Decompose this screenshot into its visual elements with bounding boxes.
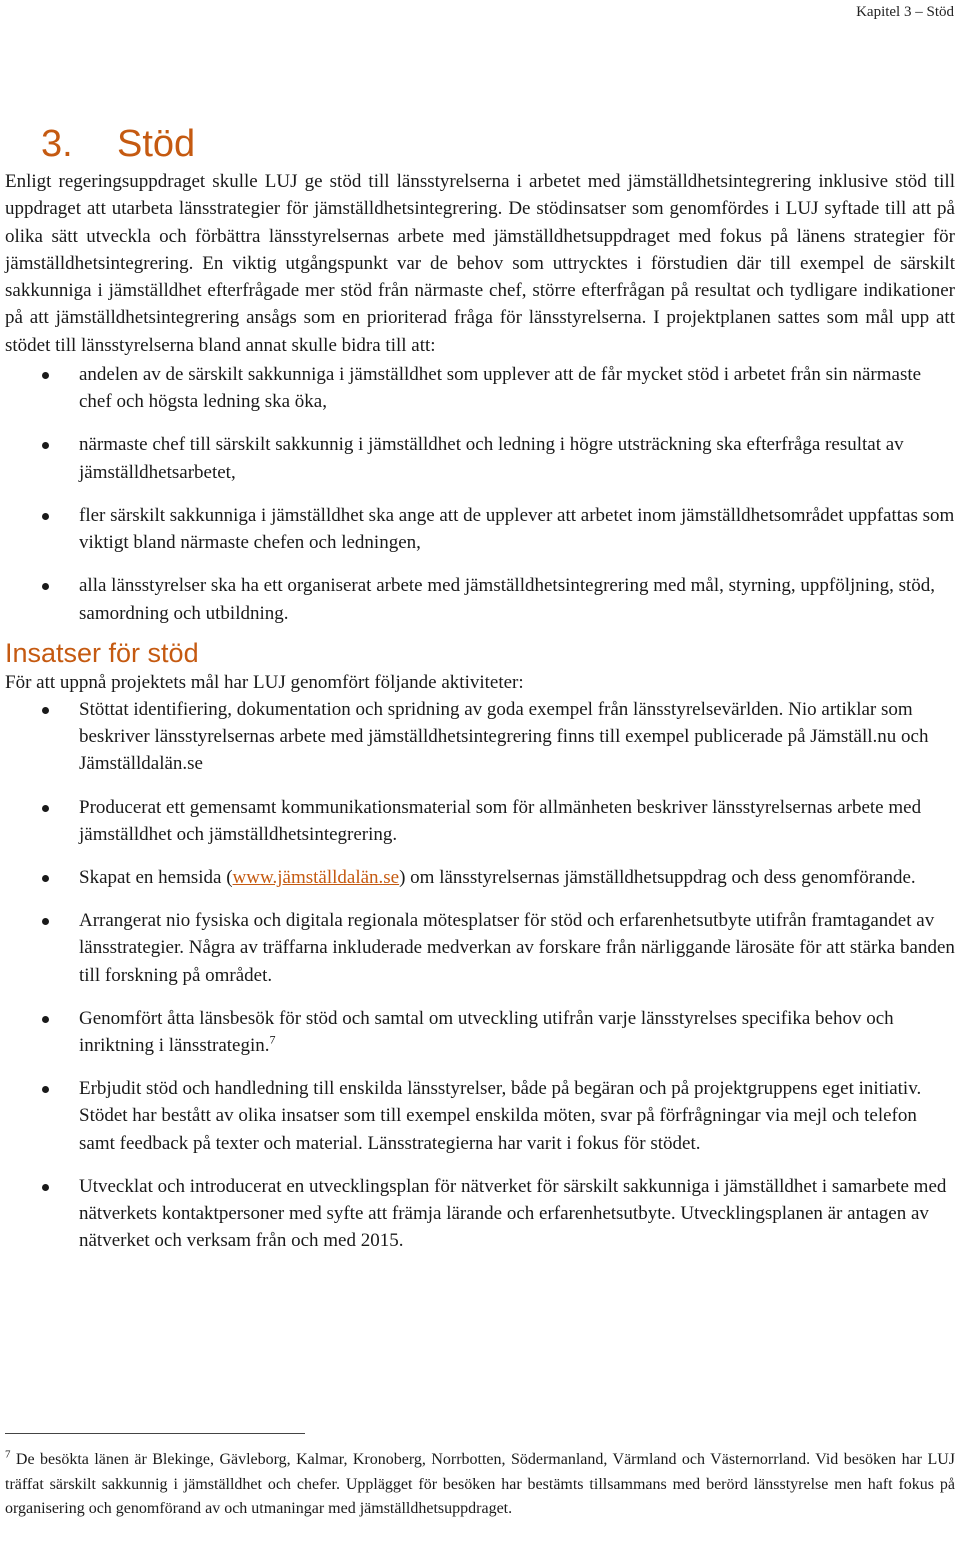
activity-text: Utvecklat och introducerat en utvecklingsplan för nätverket för särskilt sakkunniga i jämställdhet i samarbete med nätverkets kontaktpersoner med syfte att främja lärande och erfarenhetsutbyte. Utvecklingsplanen är antagen av nätverket och verksam från och med 2015. <box>79 1175 947 1252</box>
bullet-icon <box>42 513 49 520</box>
footnote-reference[interactable]: 7 <box>269 1032 276 1047</box>
list-item <box>5 361 955 415</box>
bullet-icon <box>42 875 49 882</box>
page-content <box>5 120 955 1270</box>
activity-text: Arrangerat nio fysiska och digitala regionala mötesplatser för stöd och erfarenhetsutbyte utifrån framtagandet av länsstrategier. Några av träffarna inkluderade medverkan av forskare från närliggande lärosäte för att stärka banden till forskning på området. <box>79 910 955 986</box>
footnote-text: De besökta länen är Blekinge, Gävleborg, Kalmar, Kronoberg, Norrbotten, Södermanland, Värmland och Västernorrland. Vid besöken har LUJ träffat särskilt sakkunnig i jämställdhet och chefer. Upplägget för besöken har bestämts tillsammans med berörd länsstyrelse men haft fokus på organisering och genomförand av och utmaningar med jämställdhetsuppdraget. <box>5 1451 955 1517</box>
list-item <box>5 1075 955 1157</box>
bullet-icon <box>42 372 49 379</box>
bullet-icon <box>42 583 49 590</box>
activity-text: Producerat ett gemensamt kommunikationsmaterial som för allmänheten beskriver länsstyrelsernas arbete med jämställdhet och jämställdhetsintegrering. <box>79 796 922 845</box>
chapter-heading <box>41 120 955 168</box>
goals-list <box>5 361 955 627</box>
activity-text-start: Skapat en hemsida ( <box>79 866 233 888</box>
chapter-number: 3. <box>41 123 73 165</box>
bullet-icon <box>42 1016 49 1023</box>
list-item <box>5 794 955 848</box>
goal-text: alla länsstyrelser ska ha ett organiserat arbete med jämställdhetsintegrering med mål, styrning, uppföljning, stöd, samordning och utbildning. <box>79 575 936 624</box>
bullet-icon <box>42 1184 49 1191</box>
intro-paragraph: Enligt regeringsuppdraget skulle LUJ ge stöd till länsstyrelserna i arbetet med jämställdhetsintegrering inklusive stöd till uppdraget att utarbeta länsstrategier för jämställdhetsintegrering. De stödinsatser som genomfördes i LUJ syftade till att på olika sätt utveckla och förbättra länsstyrelsernas arbete med jämställdhetsuppdraget med fokus på länens strategier för jämställdhetsintegrering. En viktig utgångspunkt var de behov som uttrycktes i förstudien där till exempel de särskilt sakkunniga i jämställdhet efterfrågade mer stöd från närmaste chef, större efterfrågan på resultat och tydligare indikationer på att jämställdhetsintegrering ansågs som en prioriterad fråga för länsstyrelserna. I projektplanen sattes som mål upp att stödet till länsstyrelserna bland annat skulle bidra till att: <box>5 171 955 356</box>
goal-text: andelen av de särskilt sakkunniga i jämställdhet som upplever att de får mycket stöd i arbetet från sin närmaste chef och högsta ledning ska öka, <box>79 364 922 413</box>
list-item <box>5 431 955 485</box>
list-item <box>5 907 955 989</box>
bullet-icon <box>42 707 49 714</box>
list-item <box>5 696 955 778</box>
list-item <box>5 1005 955 1059</box>
list-item <box>5 864 955 891</box>
goal-text: närmaste chef till särskilt sakkunnig i jämställdhet och ledning i högre utsträckning ska efterfråga resultat av jämställdhetsarbetet, <box>79 434 904 483</box>
footnote <box>5 1448 955 1522</box>
chapter-title: Stöd <box>117 123 196 165</box>
list-item <box>5 572 955 626</box>
list-item <box>5 1173 955 1255</box>
bullet-icon <box>42 1086 49 1093</box>
footnote-divider <box>5 1433 305 1434</box>
activity-text: Stöttat identifiering, dokumentation och spridning av goda exempel från länsstyrelsevärlden. Nio artiklar som beskriver länsstyrelsernas arbete med jämställdhetsintegrering finns till exempel publicerade på Jämställ.nu och Jämställdalän.se <box>79 698 929 775</box>
list-item <box>5 502 955 556</box>
section-lead: För att uppnå projektets mål har LUJ genomfört följande aktiviteter: <box>5 671 524 693</box>
activity-text-end: ) om länsstyrelsernas jämställdhetsuppdrag och dess genomförande. <box>399 866 916 888</box>
running-header: Kapitel 3 – Stöd <box>856 4 954 20</box>
bullet-icon <box>42 918 49 925</box>
activity-text: Genomfört åtta länsbesök för stöd och samtal om utveckling utifrån varje länsstyrelses specifika behov och inriktning i länsstrategin. <box>79 1007 894 1056</box>
footnote-marker: 7 <box>5 1448 11 1461</box>
website-link[interactable]: www.jämställdalän.se <box>232 866 400 888</box>
bullet-icon <box>42 442 49 449</box>
goal-text: fler särskilt sakkunniga i jämställdhet ska ange att de upplever att arbetet inom jämställdhetsområdet uppfattas som viktigt bland närmaste chefen och ledningen, <box>79 504 955 554</box>
activities-list <box>5 696 955 1254</box>
section-heading: Insatser för stöd <box>5 637 199 668</box>
activity-text: Erbjudit stöd och handledning till enskilda länsstyrelser, både på begäran och på projektgruppens eget initiativ. Stödet har bestått av olika insatser som till exempel enskilda möten, svar på förfrågningar via mejl och telefon samt feedback på texter och material. Länsstrategierna har varit i fokus för stödet. <box>79 1078 922 1154</box>
bullet-icon <box>42 805 49 812</box>
